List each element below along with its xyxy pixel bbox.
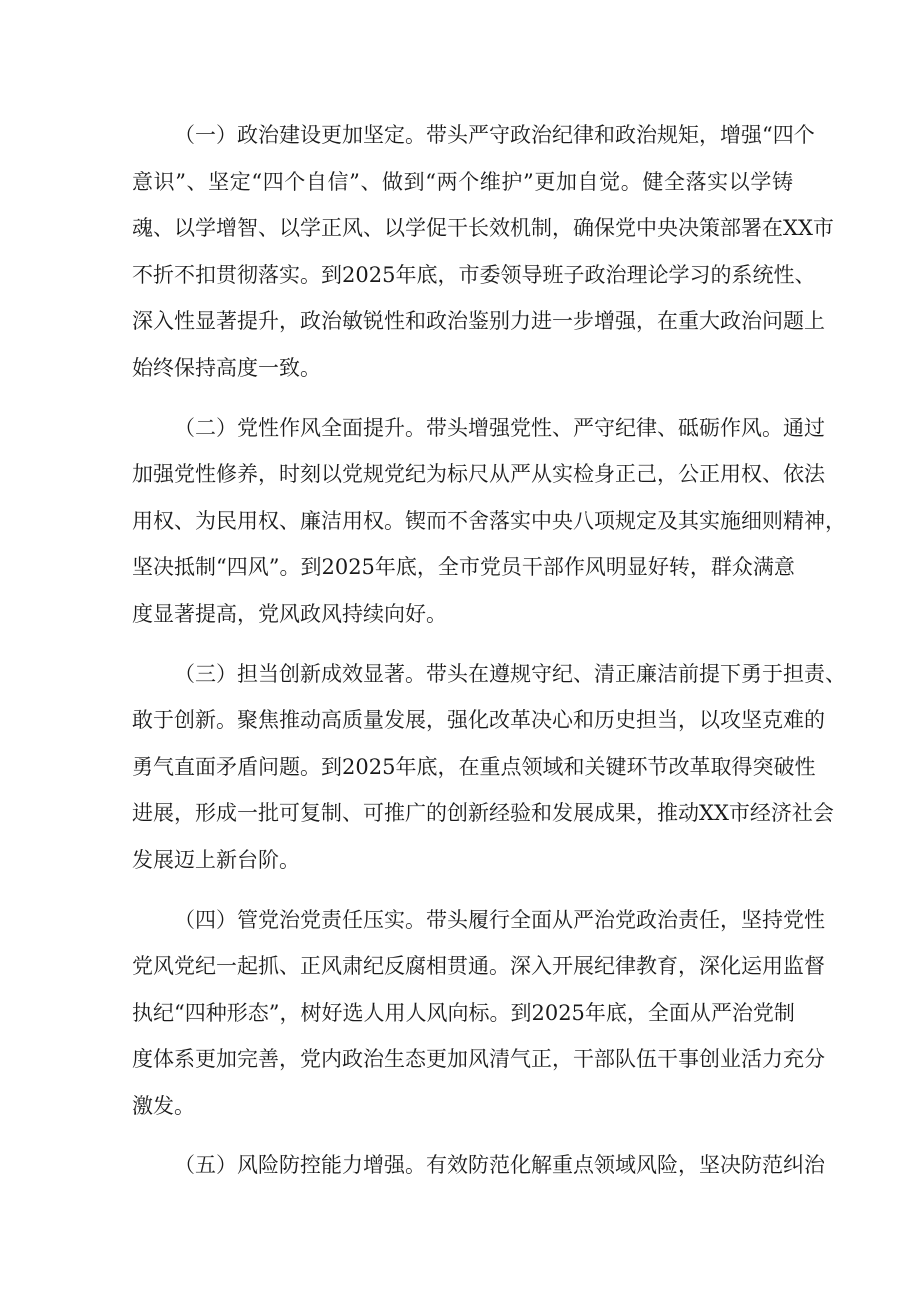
text-line: 坚决抵制“四风”。到2025年底，全市党员干部作风明显好转，群众满意 [132, 555, 795, 580]
text-line: 党风党纪一起抓、正风肃纪反腐相贯通。深入开展纪律教育，深化运用监督 [132, 954, 825, 979]
text-line: 度显著提高，党风政风持续向好。 [132, 601, 447, 626]
text-line: （二）党性作风全面提升。带头增强党性、严守纪律、砥砺作风。通过 [174, 415, 825, 440]
text-line: 执纪“四种形态”，树好选人用人风向标。到2025年底，全面从严治党制 [132, 1000, 795, 1025]
paragraph-risk-control [132, 1142, 825, 1189]
text-line: 用权、为民用权、廉洁用权。锲而不舍落实中央八项规定及其实施细则精神， [132, 508, 846, 533]
text-line: 始终保持高度一致。 [132, 355, 321, 380]
text-line: 深入性显著提升，政治敏锐性和政治鉴别力进一步增强，在重大政治问题上 [132, 309, 825, 334]
text-line: 敢于创新。聚焦推动高质量发展，强化改革决心和历史担当，以攻坚克难的 [132, 708, 825, 733]
text-line: 魂、以学增智、以学正风、以学促干长效机制，确保党中央决策部署在XX市 [132, 216, 834, 241]
text-line: 发展迈上新台阶。 [132, 847, 300, 872]
text-line: 进展，形成一批可复制、可推广的创新经验和发展成果，推动XX市经济社会 [132, 801, 834, 826]
text-line: （五）风险防控能力增强。有效防范化解重点领域风险，坚决防范纠治 [174, 1153, 825, 1178]
text-line: 加强党性修养，时刻以党规党纪为标尺从严从实检身正己，公正用权、依法 [132, 462, 825, 487]
text-line: 度体系更加完善，党内政治生态更加风清气正，干部队伍干事创业活力充分 [132, 1047, 825, 1072]
text-line: （一）政治建设更加坚定。带头严守政治纪律和政治规矩，增强“四个 [174, 123, 815, 147]
text-line: 勇气直面矛盾问题。到2025年底，在重点领域和关键环节改革取得突破性 [132, 754, 816, 779]
paragraph-political-construction [132, 112, 834, 392]
paragraph-innovation [132, 651, 846, 884]
text-line: 不折不扣贯彻落实。到2025年底，市委领导班子政治理论学习的系统性、 [132, 262, 816, 287]
text-line: （三）担当创新成效显著。带头在遵规守纪、清正廉洁前提下勇于担责、 [174, 661, 846, 686]
paragraph-party-governance [132, 897, 825, 1130]
text-line: 激发。 [132, 1093, 195, 1118]
text-line: （四）管党治党责任压实。带头履行全面从严治党政治责任，坚持党性 [174, 907, 825, 932]
document-body [132, 112, 846, 1202]
text-line: 意识”、坚定“四个自信”、做到“两个维护”更加自觉。健全落实以学铸 [132, 169, 793, 194]
paragraph-party-conduct [132, 405, 846, 638]
